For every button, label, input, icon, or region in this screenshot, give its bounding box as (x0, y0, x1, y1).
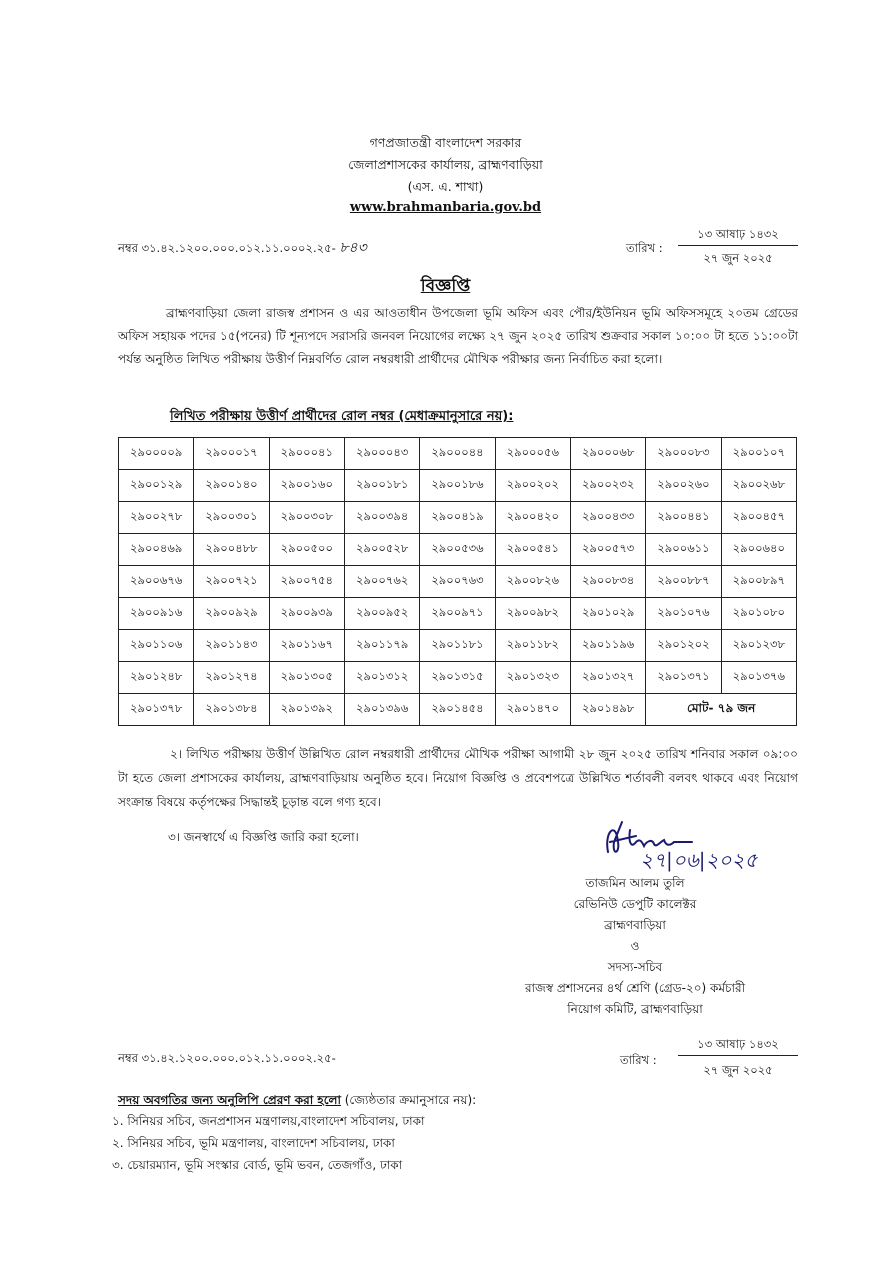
cc-item: ১. সিনিয়র সচিব, জনপ্রশাসন মন্ত্রণালয়,বাংলাদেশ সচিবালয়, ঢাকা (112, 1114, 425, 1128)
roll-number-cell: ২৯০১৩২৩ (495, 662, 570, 694)
roll-number-cell: ২৯০১১৮১ (420, 630, 495, 662)
table-heading: লিখিত পরীক্ষায় উত্তীর্ণ প্রার্থীদের রোল নম্বর (মেধাক্রমানুসারে নয়): (170, 409, 514, 424)
signatory-committee: রাজস্ব প্রশাসনের ৪র্থ শ্রেণি (গ্রেড-২০) কর্মচারী (524, 981, 746, 995)
table-heading-wrap (170, 405, 513, 428)
roll-number-cell: ২৯০১১৯৬ (570, 630, 645, 662)
date-bangla: ১৩ আষাঢ় ১৪৩২ (697, 227, 779, 241)
roll-number-cell: ২৯০১১৭৯ (344, 630, 419, 662)
signatory-district: ব্রাহ্মণবাড়িয়া (604, 918, 666, 932)
roll-number-cell: ২৯০০১৬০ (269, 470, 344, 502)
roll-number-cell: ২৯০১৩০৫ (269, 662, 344, 694)
office-header-line2: জেলাপ্রশাসকের কার্যালয়, ব্রাহ্মণবাড়িয়া (348, 157, 543, 172)
roll-number-cell: ২৯০০৯৭১ (420, 598, 495, 630)
roll-number-cell: ২৯০০৭৬২ (344, 566, 419, 598)
roll-number-cell: ২৯০০২৬৮ (721, 470, 796, 502)
table-row (119, 662, 797, 694)
roll-number-cell: ২৯০১২০২ (646, 630, 721, 662)
table-row (119, 694, 797, 726)
roll-number-cell: ২৯০০৯২৯ (194, 598, 269, 630)
memo2-date-bangla: ১৩ আষাঢ় ১৪৩২ (697, 1037, 779, 1051)
table-row (119, 630, 797, 662)
roll-number-cell: ২৯০০৩০৮ (269, 502, 344, 534)
roll-number-cell: ২৯০০২০২ (495, 470, 570, 502)
roll-number-cell: ২৯০০০৪১ (269, 438, 344, 470)
roll-number-cell: ২৯০০২৩২ (570, 470, 645, 502)
memo2-date-label: তারিখ : (620, 1053, 657, 1067)
roll-number-cell: ২৯০০৯৮২ (495, 598, 570, 630)
roll-number-cell: ২৯০১২৩৮ (721, 630, 796, 662)
table-row (119, 438, 797, 470)
roll-number-cell: ২৯০১২৭৪ (194, 662, 269, 694)
table-row (119, 502, 797, 534)
signatory-role: সদস্য-সচিব (607, 960, 663, 974)
roll-number-cell: ২৯০০৩০১ (194, 502, 269, 534)
roll-number-cell: ২৯০১০২৯ (570, 598, 645, 630)
roll-number-cell: ২৯০১১০৬ (119, 630, 194, 662)
roll-total-cell: মোট- ৭৯ জন (646, 694, 797, 726)
roll-number-cell: ২৯০০৭২১ (194, 566, 269, 598)
roll-number-cell: ২৯০১১৪৩ (194, 630, 269, 662)
website-link[interactable]: www.brahmanbaria.gov.bd (349, 200, 542, 215)
roll-number-cell: ২৯০১৪৭০ (495, 694, 570, 726)
roll-number-cell: ২৯০০১২৯ (119, 470, 194, 502)
roll-number-cell: ২৯০০২৭৮ (119, 502, 194, 534)
notice-paragraph-2: ২। লিখিত পরীক্ষায় উত্তীর্ণ উল্লিখিত রোল নম্বরধারী প্রার্থীদের মৌখিক পরীক্ষা আগামী ২৮ জুন ২০২৫ তারিখ শনিবার সকাল ০৯:০০ টা হতে জেলা প্রশাসকের কার্যালয়, ব্রাহ্মণবাড়িয়ায় অনুষ্ঠিত হবে। নিয়োগ বিজ্ঞপ্তি ও প্রবেশপত্রে উল্লিখিত শর্তাবলী বলবৎ থাকবে এবং নিয়োগ সংক্রান্ত বিষয়ে কর্তৃপক্ষের সিদ্ধান্তই চূড়ান্ত বলে গণ্য হবে। (118, 747, 798, 809)
cc-item: ৩. চেয়ারম্যান, ভূমি সংস্কার বোর্ড, ভূমি ভবন, তেজগাঁও, ঢাকা (112, 1158, 403, 1172)
roll-number-cell: ২৯০১৪৫৪ (420, 694, 495, 726)
signature-date: ২৭|০৬|২০২৫ (640, 848, 758, 872)
roll-number-cell: ২৯০০৯৩৯ (269, 598, 344, 630)
roll-number-cell: ২৯০০৪৩৩ (570, 502, 645, 534)
roll-number-cell: ২৯০০৬৭৬ (119, 566, 194, 598)
roll-number-cell: ২৯০০০৮৩ (646, 438, 721, 470)
roll-number-cell: ২৯০০৬১১ (646, 534, 721, 566)
table-row (119, 470, 797, 502)
roll-number-cell: ২৯০০৫৪১ (495, 534, 570, 566)
roll-number-cell: ২৯০১৩৭১ (646, 662, 721, 694)
notice-title: বিজ্ঞপ্তি (420, 276, 471, 296)
roll-number-cell: ২৯০১৩১২ (344, 662, 419, 694)
office-header-line1: গণপ্রজাতন্ত্রী বাংলাদেশ সরকার (369, 135, 522, 150)
roll-number-cell: ২৯০০৪৪১ (646, 502, 721, 534)
roll-number-cell: ২৯০১৩৭৮ (119, 694, 194, 726)
roll-number-cell: ২৯০০৪৬৯ (119, 534, 194, 566)
roll-number-cell: ২৯০০৯৫২ (344, 598, 419, 630)
roll-number-cell: ২৯০০১৮১ (344, 470, 419, 502)
roll-number-cell: ২৯০০৫০০ (269, 534, 344, 566)
roll-number-cell: ২৯০১৩৭৬ (721, 662, 796, 694)
date-label: তারিখ : (626, 241, 663, 255)
notice-paragraph-1: ব্রাহ্মণবাড়িয়া জেলা রাজস্ব প্রশাসন ও এর আওতাধীন উপজেলা ভূমি অফিস এবং পৌর/ইউনিয়ন ভূমি অফিসসমূহে ২০তম গ্রেডের অফিস সহায়ক পদের ১৫(পনের) টি শূন্যপদে সরাসরি জনবল নিয়োগের লক্ষ্যে ২৭ জুন ২০২৫ তারিখ শুক্রবার সকাল ১০:০০ টা হতে ১১:০০টা পর্যন্ত অনুষ্ঠিত লিখিত পরীক্ষায় উত্তীর্ণ নিম্নবর্ণিত রোল নম্বরধারী প্রার্থীদের মৌখিক পরীক্ষার জন্য নির্বাচিত করা হলো। (118, 306, 798, 366)
roll-number-cell: ২৯০০৫২৮ (344, 534, 419, 566)
cc-heading: সদয় অবগতির জন্য অনুলিপি প্রেরণ করা হলো (118, 1093, 341, 1107)
roll-number-cell: ২৯০০৫৩৬ (420, 534, 495, 566)
roll-number-cell: ২৯০১১৬৭ (269, 630, 344, 662)
roll-number-cell: ২৯০১৩৮৪ (194, 694, 269, 726)
roll-number-cell: ২৯০০৪১৯ (420, 502, 495, 534)
memo-number-handwritten: ৮৪৩ (339, 240, 367, 256)
memo-number: নম্বর ৩১.৪২.১২০০.০০০.০১২.১১.০০০২.২৫- (118, 241, 336, 255)
roll-number-cell: ২৯০১০৮০ (721, 598, 796, 630)
table-row (119, 598, 797, 630)
cc-heading-note: (জ্যেষ্ঠতার ক্রমানুসারে নয়): (340, 1093, 477, 1107)
roll-number-cell: ২৯০০৮২৬ (495, 566, 570, 598)
table-row (119, 534, 797, 566)
roll-number-cell: ২৯০১৩১৫ (420, 662, 495, 694)
memo-number-block (118, 236, 367, 260)
roll-number-cell: ২৯০০৭৫৪ (269, 566, 344, 598)
roll-number-cell: ২৯০০৮৮৭ (646, 566, 721, 598)
roll-number-cell: ২৯০০১০৭ (721, 438, 796, 470)
roll-number-cell: ২৯০১৩৯২ (269, 694, 344, 726)
roll-number-table (118, 437, 797, 726)
roll-number-cell: ২৯০১১৮২ (495, 630, 570, 662)
cc-item: ২. সিনিয়র সচিব, ভূমি মন্ত্রণালয়, বাংলাদেশ সচিবালয়, ঢাকা (112, 1136, 395, 1150)
roll-number-cell: ২৯০০৬৪০ (721, 534, 796, 566)
signatory-committee-line2: নিয়োগ কমিটি, ব্রাহ্মণবাড়িয়া (567, 1002, 703, 1016)
roll-number-cell: ২৯০০৯১৬ (119, 598, 194, 630)
roll-number-cell: ২৯০০২৬০ (646, 470, 721, 502)
roll-number-cell: ২৯০১৩৯৬ (344, 694, 419, 726)
roll-number-cell: ২৯০০৪২০ (495, 502, 570, 534)
roll-number-cell: ২৯০০০১৭ (194, 438, 269, 470)
cc-heading-wrap (118, 1092, 476, 1112)
roll-number-cell: ২৯০১২৪৮ (119, 662, 194, 694)
roll-number-cell: ২৯০১০৭৬ (646, 598, 721, 630)
signatory-designation: রেভিনিউ ডেপুটি কালেক্টর (573, 897, 697, 911)
roll-number-cell: ২৯০০৩৯৪ (344, 502, 419, 534)
office-header-line3: (এস. এ. শাখা) (407, 179, 484, 194)
roll-number-cell: ২৯০০৪৫৭ (721, 502, 796, 534)
roll-number-cell: ২৯০১৪৯৮ (570, 694, 645, 726)
roll-number-cell: ২৯০০৮৯৭ (721, 566, 796, 598)
roll-number-cell: ২৯০০০৬৮ (570, 438, 645, 470)
signatory-conjunction: ও (630, 939, 640, 953)
roll-number-cell: ২৯০০৫৭৩ (570, 534, 645, 566)
roll-number-cell: ২৯০০০৪৩ (344, 438, 419, 470)
roll-number-cell: ২৯০০৪৮৮ (194, 534, 269, 566)
memo2-date-english: ২৭ জুন ২০২৫ (703, 1063, 773, 1077)
roll-number-cell: ২৯০০১৪০ (194, 470, 269, 502)
memo2-date-divider (678, 1055, 798, 1056)
website-link-wrap (0, 199, 891, 215)
roll-number-cell: ২৯০০০৫৬ (495, 438, 570, 470)
roll-number-cell: ২৯০০১৮৬ (420, 470, 495, 502)
roll-number-cell: ২৯০০৮৩৪ (570, 566, 645, 598)
notice-title-wrap (0, 273, 891, 301)
memo2-number: নম্বর ৩১.৪২.১২০০.০০০.০১২.১১.০০০২.২৫- (118, 1051, 336, 1065)
roll-number-cell: ২৯০০০৪৪ (420, 438, 495, 470)
notice-paragraph-3: ৩। জনস্বার্থে এ বিজ্ঞপ্তি জারি করা হলো। (168, 830, 359, 844)
date-divider (678, 245, 798, 246)
table-row (119, 566, 797, 598)
signatory-name: তাজমিন আলম তুলি (585, 876, 685, 890)
roll-number-cell: ২৯০১৩২৭ (570, 662, 645, 694)
date-english: ২৭ জুন ২০২৫ (703, 251, 773, 265)
roll-number-cell: ২৯০০০০৯ (119, 438, 194, 470)
roll-number-cell: ২৯০০৭৬৩ (420, 566, 495, 598)
